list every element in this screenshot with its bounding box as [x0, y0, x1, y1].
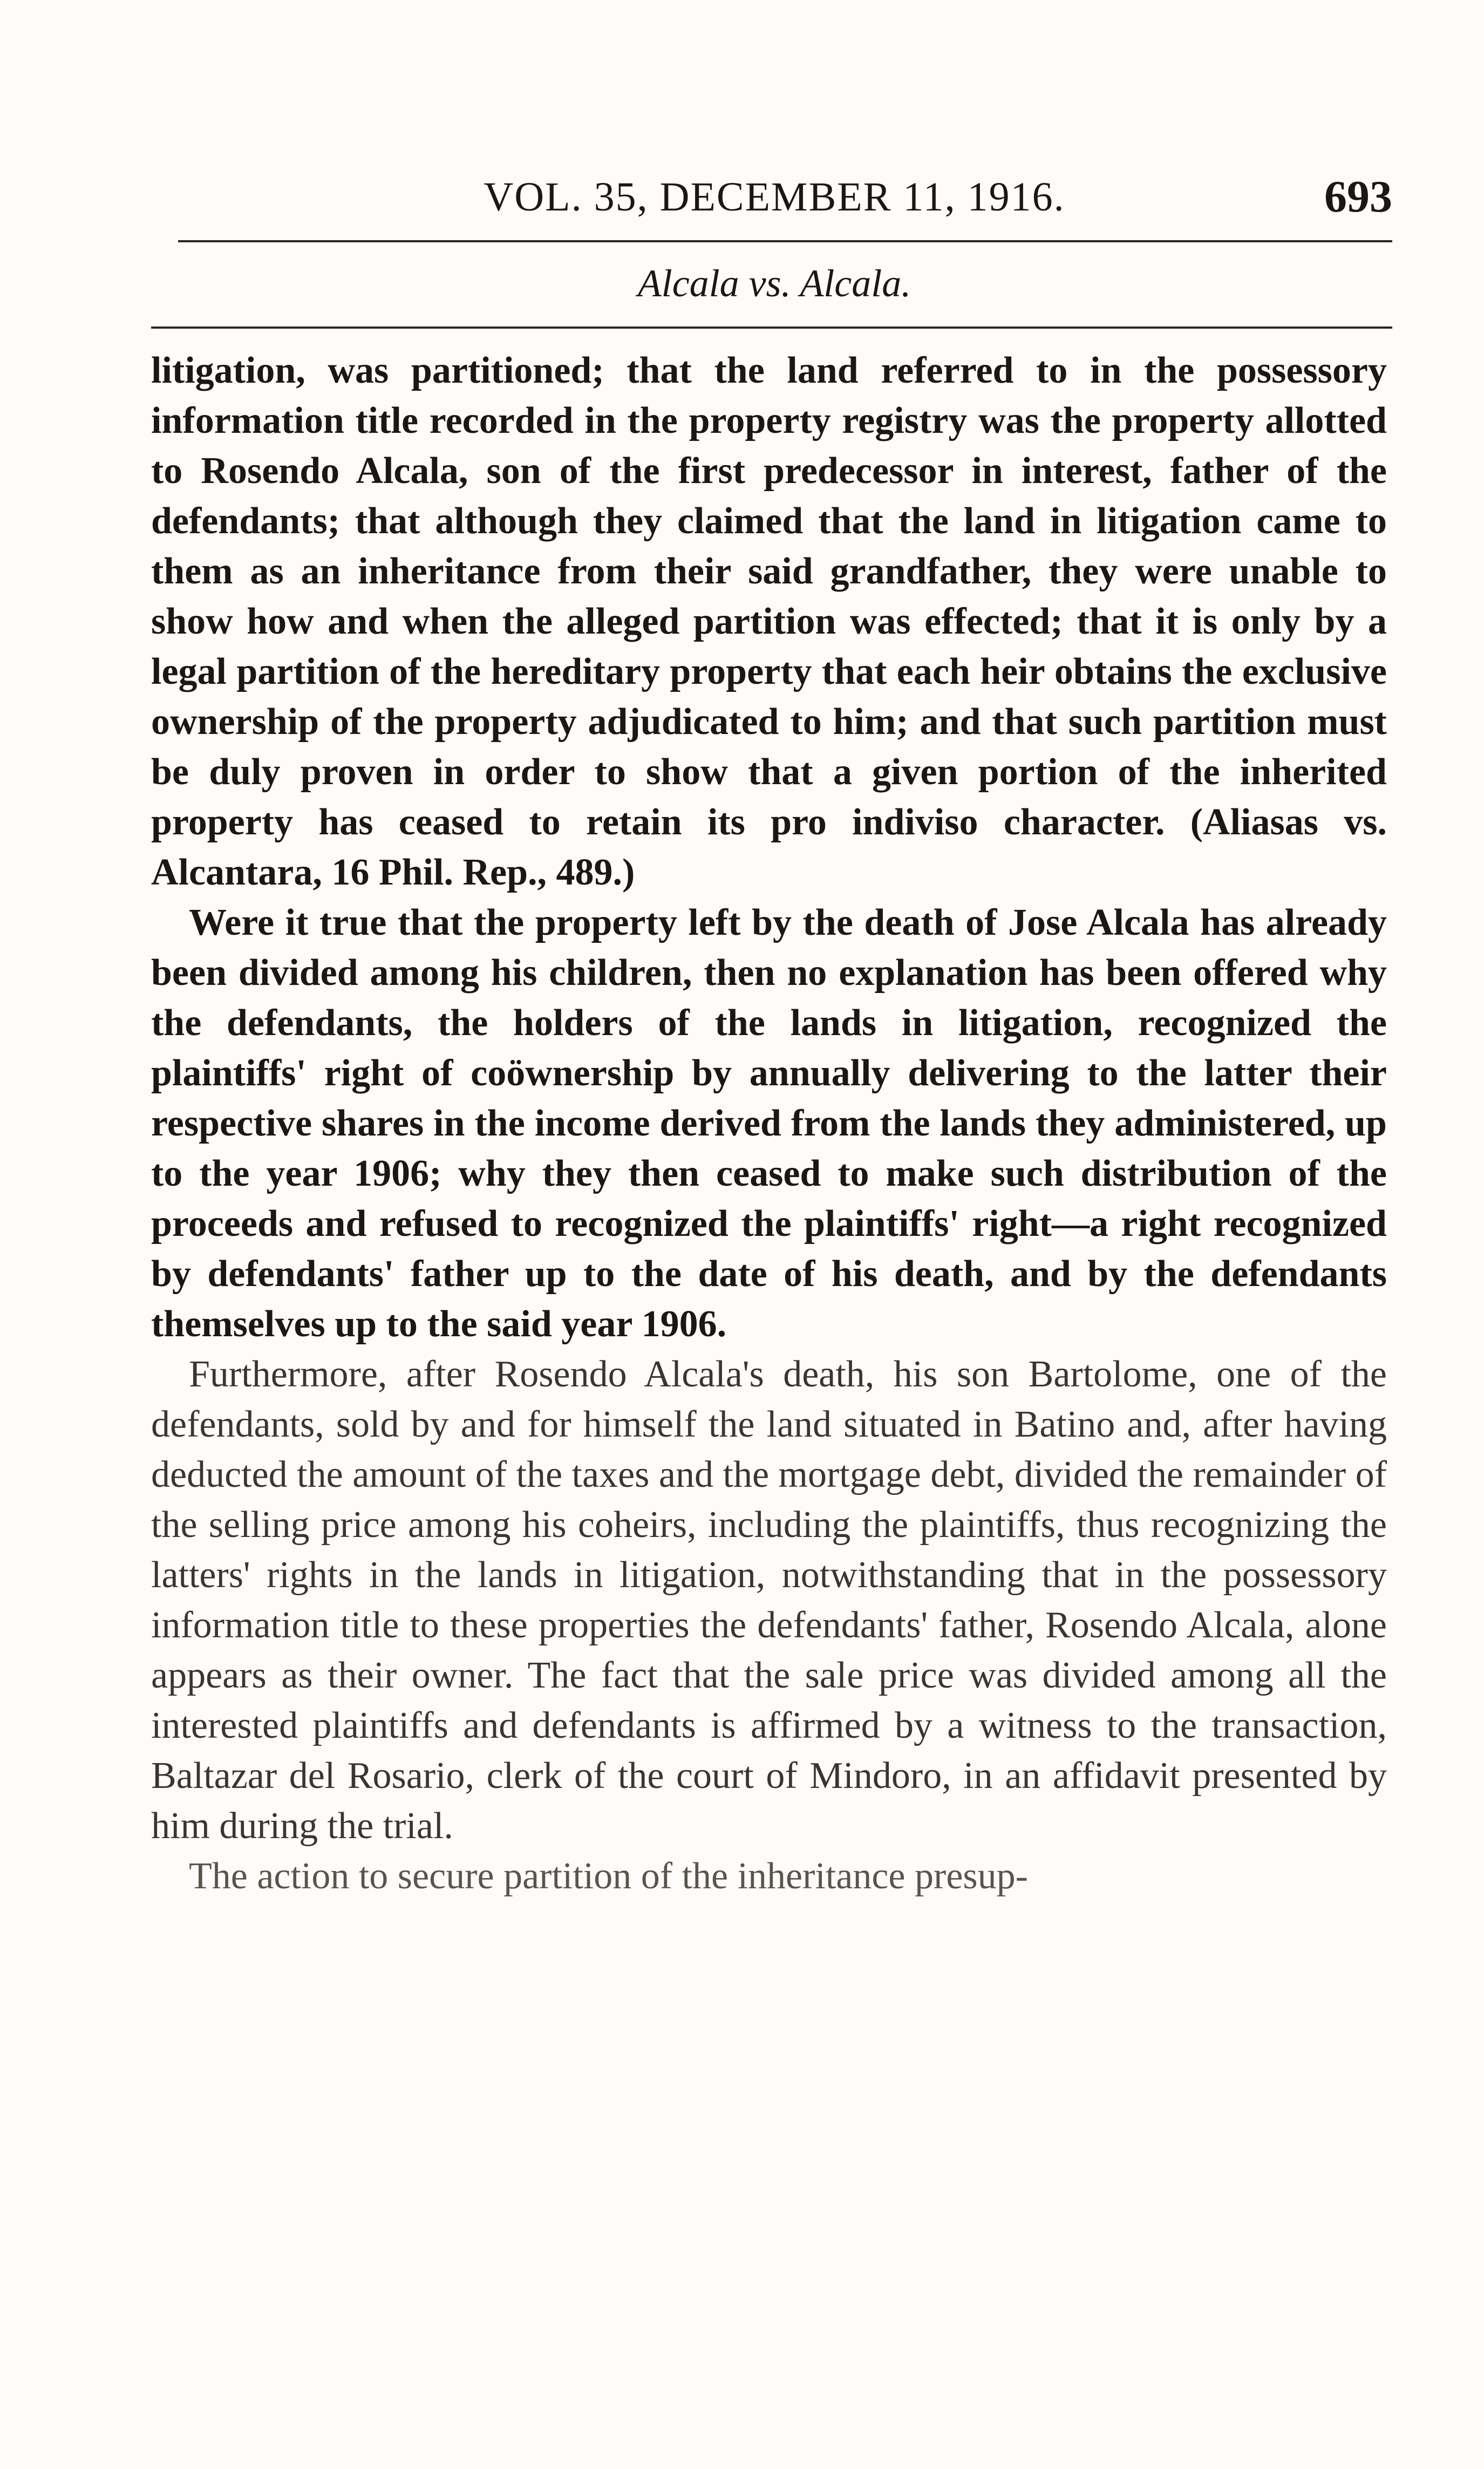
- paragraph-1: litigation, was partitioned; that the land referred to in the possessory information title recorded in the property registry was the property allotted to Rosendo Alcala, son of the first predecessor in interest, father of the defendants; that although they claimed that the land in litigation came to them as an inheritance from their said grandfather, they were unable to show how and when the alleged partition was effected; that it is only by a legal partition of the hereditary property that each heir obtains the exclusive ownership of the property adjudicated to him; and that such partition must be duly proven in order to show that a given portion of the inherited property has ceased to retain its pro indiviso character. (Aliasas vs. Alcantara, 16 Phil. Rep., 489.): [151, 350, 1387, 893]
- body-text: [151, 345, 1387, 1901]
- header-rule: [178, 240, 1392, 242]
- page-header: [156, 167, 1392, 227]
- case-title: Alcala vs. Alcala.: [637, 262, 911, 305]
- page-number: 693: [1324, 172, 1392, 222]
- paragraph-4: The action to secure partition of the inheritance presup-: [189, 1855, 1028, 1897]
- paragraph-3: Furthermore, after Rosendo Alcala's death, his son Bartolome, one of the defendants, sold by and for himself the land situated in Batino and, after having deducted the amount of the taxes and the mortgage debt, divided the remainder of the selling price among his coheirs, including the plaintiffs, thus recognizing the latters' rights in the lands in litigation, notwithstanding that in the possessory information title to these properties the defendants' father, Rosendo Alcala, alone appears as their owner. The fact that the sale price was divided among all the interested plaintiffs and defendants is affirmed by a witness to the transaction, Baltazar del Rosario, clerk of the court of Mindoro, in an affidavit presented by him during the trial.: [151, 1353, 1387, 1847]
- title-rule: [151, 327, 1392, 329]
- running-head: VOL. 35, DECEMBER 11, 1916.: [484, 174, 1065, 220]
- paragraph-2: Were it true that the property left by the death of Jose Alcala has already been divided among his children, then no explanation has been offered why the defendants, the holders of the lands in litigation, recognized the plaintiffs' right of coöwnership by annually delivering to the latter their respective shares in the income derived from the lands they administered, up to the year 1906; why they then ceased to make such distribution of the proceeds and refused to recognized the plaintiffs' right—a right recognized by defendants' father up to the date of his death, and by the defendants themselves up to the said year 1906.: [151, 902, 1387, 1345]
